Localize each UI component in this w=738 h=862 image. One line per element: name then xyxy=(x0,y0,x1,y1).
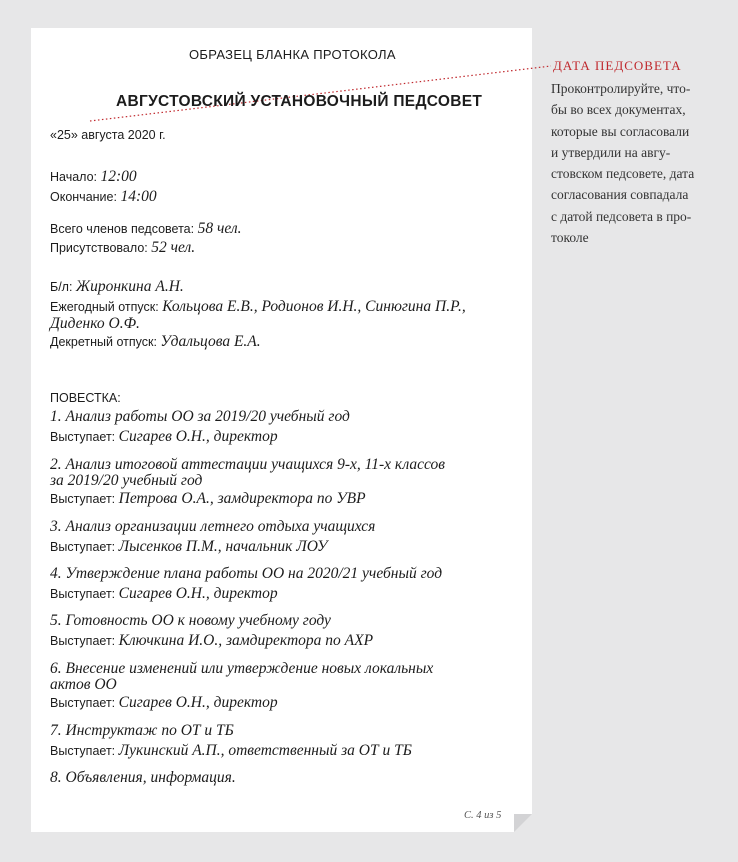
sidebar-note-line: и утвердили на авгу- xyxy=(551,144,671,160)
agenda-speaker: Сигарев О.Н., директор xyxy=(118,694,278,711)
agenda-item: 1. Анализ работы ОО за 2019/20 учебный год xyxy=(50,408,350,425)
agenda-speaker-row xyxy=(50,428,278,446)
page-number: С. 4 из 5 xyxy=(464,810,502,821)
present-value: 52 чел. xyxy=(151,239,196,256)
members-row xyxy=(50,220,241,238)
sidebar-note-line: с датой педсовета в про- xyxy=(551,208,692,224)
agenda-item: 7. Инструктаж по ОТ и ТБ xyxy=(50,722,234,739)
agenda-speaker-row xyxy=(50,490,366,508)
speaker-label: Выступает: xyxy=(50,492,119,506)
maternity-row xyxy=(50,333,261,351)
vacation-value: Кольцова Е.В., Родионов И.Н., Синюгина П.Р., xyxy=(162,298,466,315)
agenda-item-continued: за 2019/20 учебный год xyxy=(50,472,203,489)
agenda-speaker: Сигарев О.Н., директор xyxy=(118,585,278,602)
agenda-speaker: Ключкина И.О., замдиректора по АХР xyxy=(118,632,374,649)
vacation-label: Ежегодный отпуск: xyxy=(50,300,163,314)
speaker-label: Выступает: xyxy=(50,744,119,758)
maternity-value: Удальцова Е.А. xyxy=(160,333,261,350)
vacation-value-continued: Диденко О.Ф. xyxy=(50,315,140,332)
present-label: Присутствовало: xyxy=(50,241,152,255)
sick-leave-value: Жиронкина А.Н. xyxy=(75,278,184,295)
sidebar-note-line: Проконтролируйте, что- xyxy=(551,81,691,96)
speaker-label: Выступает: xyxy=(50,540,119,554)
form-caption: ОБРАЗЕЦ БЛАНКА ПРОТОКОЛА xyxy=(189,47,396,62)
maternity-label: Декретный отпуск: xyxy=(50,335,161,349)
vacation-row-continued xyxy=(50,315,140,333)
members-label: Всего членов педсовета: xyxy=(50,222,198,236)
agenda-item: 2. Анализ итоговой аттестации учащихся 9-х, 11-х классов xyxy=(50,456,446,473)
agenda-title: ПОВЕСТКА: xyxy=(50,391,121,405)
end-time-row xyxy=(50,188,157,206)
agenda-item: 4. Утверждение плана работы ОО на 2020/21 учебный год xyxy=(50,565,443,582)
end-label: Окончание: xyxy=(50,190,121,204)
end-value: 14:00 xyxy=(120,188,157,205)
agenda-item: 8. Объявления, информация. xyxy=(50,769,236,786)
agenda-item: 5. Готовность ОО к новому учебному году xyxy=(50,612,331,629)
members-value: 58 чел. xyxy=(197,220,242,237)
speaker-label: Выступает: xyxy=(50,430,119,444)
sidebar-note-line: согласования совпадала xyxy=(551,187,689,203)
agenda-item: 6. Внесение изменений или утверждение новых локальных xyxy=(50,660,434,677)
agenda-item-continued: актов ОО xyxy=(50,676,117,693)
sidebar-note-line: стовском педсовете, дата xyxy=(551,166,695,182)
agenda-speaker-row xyxy=(50,742,412,760)
agenda-speaker-row xyxy=(50,694,278,712)
protocol-title: АВГУСТОВСКИЙ УСТАНОВОЧНЫЙ ПЕДСОВЕТ xyxy=(116,93,483,110)
vacation-row xyxy=(50,298,466,316)
present-row xyxy=(50,239,195,257)
sidebar-note-line: которые вы согласовали xyxy=(551,123,690,139)
sidebar-note-text xyxy=(551,78,731,248)
speaker-label: Выступает: xyxy=(50,587,119,601)
protocol-date: «25» августа 2020 г. xyxy=(50,128,166,142)
sick-leave-row xyxy=(50,278,184,296)
agenda-speaker: Сигарев О.Н., директор xyxy=(118,428,278,445)
agenda-item: 3. Анализ организации летнего отдыха учащихся xyxy=(50,518,376,535)
agenda-speaker-row xyxy=(50,632,373,650)
agenda-speaker: Петрова О.А., замдиректора по УВР xyxy=(118,490,366,507)
speaker-label: Выступает: xyxy=(50,634,119,648)
agenda-speaker: Лукинский А.П., ответственный за ОТ и ТБ xyxy=(118,742,412,759)
speaker-label: Выступает: xyxy=(50,696,119,710)
start-value: 12:00 xyxy=(100,168,137,185)
agenda-speaker: Лысенков П.М., начальник ЛОУ xyxy=(118,538,328,555)
agenda-speaker-row xyxy=(50,538,327,556)
start-time-row xyxy=(50,168,137,186)
sidebar-note-title: ДАТА ПЕДСОВЕТА xyxy=(553,58,682,73)
agenda-speaker-row xyxy=(50,585,278,603)
sick-leave-label: Б/л: xyxy=(50,280,76,294)
sidebar-note-line: токоле xyxy=(551,230,589,246)
start-label: Начало: xyxy=(50,170,101,184)
sidebar-note-line: бы во всех документах, xyxy=(551,102,686,118)
